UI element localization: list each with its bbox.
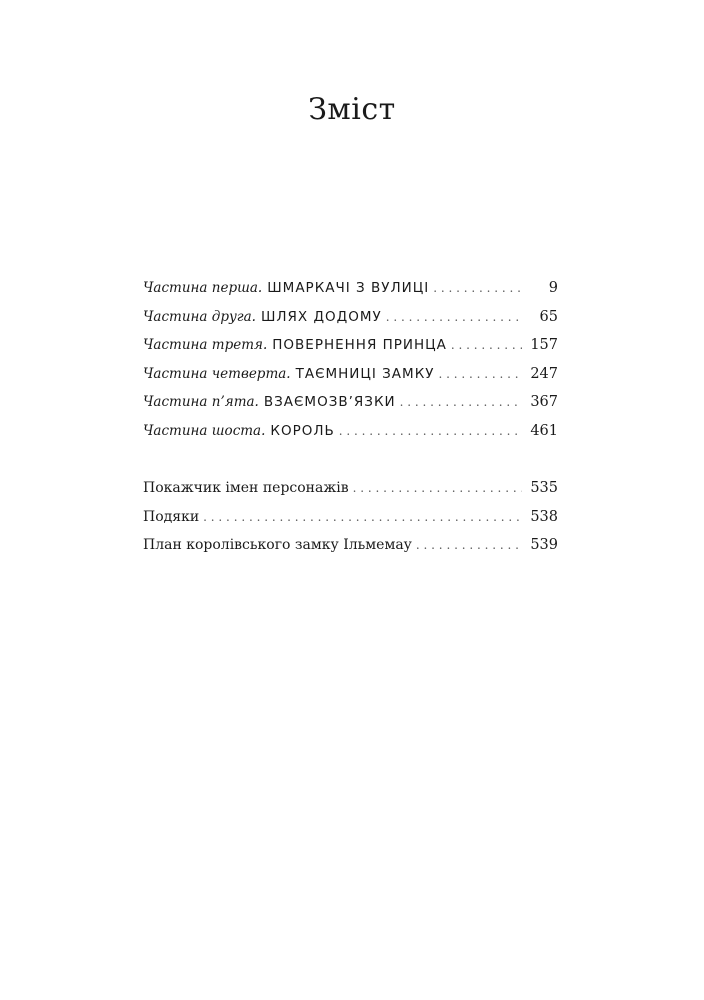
toc-entry-character-index[interactable] [143, 480, 558, 509]
part-label: Частина п’ята. [143, 394, 259, 410]
toc-extras-list [143, 480, 558, 566]
dot-leader [400, 395, 522, 409]
dot-leader [416, 538, 522, 552]
part-label: Частина перша. [143, 280, 263, 296]
dot-leader [451, 338, 522, 352]
part-label: Частина четверта. [143, 365, 291, 382]
entry-title: План королівського замку Ільмемау [143, 537, 412, 553]
page-number: 461 [530, 422, 558, 439]
part-label: Частина друга. [143, 308, 256, 325]
page-number: 9 [548, 280, 558, 296]
page-number: 247 [530, 365, 558, 382]
part-title: КОРОЛЬ [270, 422, 335, 439]
entry-title: Подяки [143, 508, 200, 525]
toc-entry-part-2[interactable] [143, 309, 558, 338]
page-number: 367 [530, 394, 558, 410]
part-title: ШМАРКАЧІ З ВУЛИЦІ [267, 280, 430, 296]
dot-leader [386, 310, 522, 324]
page-number: 157 [530, 337, 558, 353]
dot-leader [339, 424, 522, 438]
toc-entry-part-6[interactable] [143, 423, 558, 452]
part-label: Частина шоста. [143, 422, 266, 439]
page-number: 538 [530, 508, 558, 525]
toc-entry-part-1[interactable] [143, 280, 558, 309]
page-number: 539 [530, 537, 558, 553]
toc-entry-castle-plan[interactable] [143, 537, 558, 566]
part-title: ТАЄМНИЦІ ЗАМКУ [295, 365, 435, 382]
toc-entry-part-5[interactable] [143, 394, 558, 423]
part-title: ПОВЕРНЕННЯ ПРИНЦА [272, 337, 447, 353]
dot-leader [439, 367, 522, 381]
dot-leader [353, 481, 522, 495]
part-title: ВЗАЄМОЗВ’ЯЗКИ [263, 394, 396, 410]
toc-entry-acknowledgements[interactable] [143, 509, 558, 538]
page-title: Зміст [308, 92, 396, 127]
toc-entry-part-3[interactable] [143, 337, 558, 366]
part-title: ШЛЯХ ДОДОМУ [260, 308, 382, 325]
toc-parts-list [143, 280, 558, 451]
entry-title: Покажчик імен персонажів [143, 480, 349, 496]
page-number: 535 [530, 480, 558, 496]
page-number: 65 [539, 308, 558, 325]
part-label: Частина третя. [143, 337, 268, 353]
dot-leader [433, 281, 522, 295]
toc-entry-part-4[interactable] [143, 366, 558, 395]
dot-leader [203, 510, 522, 524]
